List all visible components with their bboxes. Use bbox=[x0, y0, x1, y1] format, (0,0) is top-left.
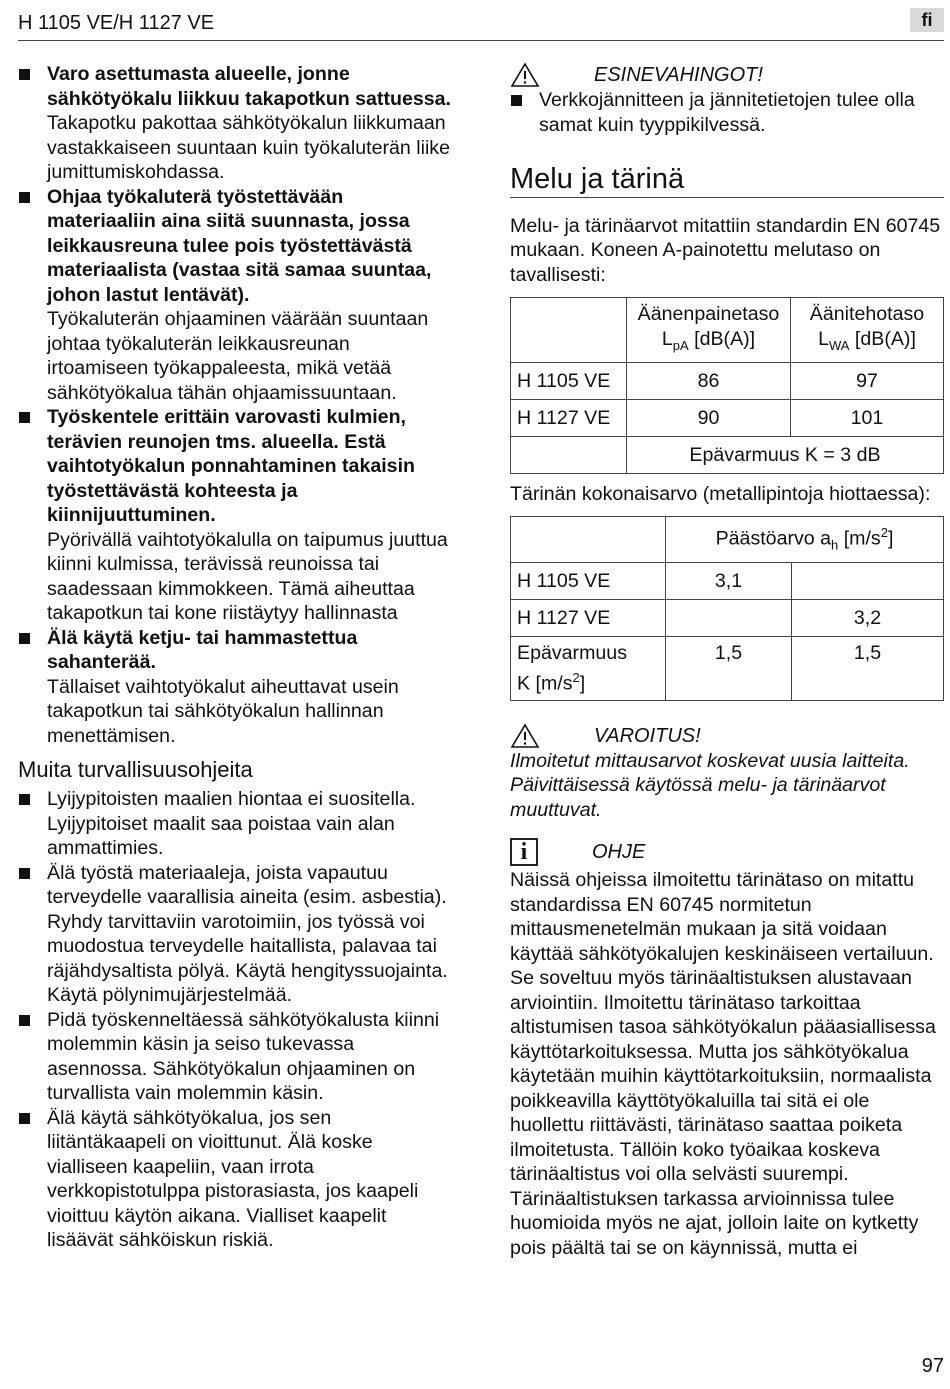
page-number: 97 bbox=[921, 1355, 944, 1377]
info-icon: i bbox=[510, 838, 538, 866]
table-row bbox=[511, 436, 944, 473]
damage-notice-header bbox=[510, 62, 944, 88]
label-text: Epävarmuus bbox=[517, 642, 627, 665]
note-paragraph: Tärinäaltistuksen tarkassa arvioinnissa tulee huomioida myös ne ajat, jolloin laite on kytketty pois päältä tai se on käynnissä, mutta ei bbox=[510, 1187, 919, 1259]
header-unit: [dB(A)] bbox=[849, 327, 916, 350]
other-safety-item bbox=[18, 861, 454, 1008]
bullet-square-icon bbox=[19, 192, 30, 203]
bullet-square-icon bbox=[19, 868, 30, 879]
uncertainty-label-cell bbox=[511, 637, 666, 701]
model-cell: H 1127 VE bbox=[511, 600, 666, 637]
safety-item-kickback-zone bbox=[18, 62, 454, 185]
value-cell: 1,5 bbox=[666, 637, 792, 701]
bullet-square-icon bbox=[19, 633, 30, 644]
value-cell: 90 bbox=[627, 399, 791, 436]
model-cell: H 1105 VE bbox=[511, 563, 666, 600]
empty-cell bbox=[511, 436, 627, 473]
item-text: Takapotku pakottaa sähkötyökalun liikkumaan vastakkaiseen suuntaan kuin työkaluterän liike jumittumiskohdassa. bbox=[47, 112, 451, 183]
table-row bbox=[511, 637, 944, 701]
table-row bbox=[511, 600, 944, 637]
label-unit: K [m/s bbox=[517, 672, 573, 695]
header-symbol: L bbox=[661, 327, 673, 350]
warning-triangle-icon bbox=[510, 723, 540, 749]
model-cell: H 1105 VE bbox=[511, 362, 627, 399]
value-cell: 101 bbox=[791, 399, 944, 436]
item-text: Älä työstä materiaaleja, joista vapautuu terveydelle vaarallisia aineita (esim. asbestia). Ryhdy tarvittaviin varotoimiin, jos työssä voi muodostua terveydelle haitallista, palavaa tai räjähdysaltista pölyä. Käytä hengityssuojainta. Käytä pölynimujärjestelmää. bbox=[47, 861, 448, 1006]
bullet-square-icon bbox=[19, 1113, 30, 1124]
other-safety-item bbox=[18, 1008, 454, 1106]
label-bracket: ] bbox=[579, 672, 586, 695]
item-bold-text: Ohjaa työkaluterä työstettävään materiaaliin aina siitä suunnasta, jossa leikkausreuna tulee pois työstettävästä materiaalista (vastaa sitä samaa suuntaa, johon lastut lentävät). bbox=[47, 185, 432, 306]
section-title: Muita turvallisuusohjeita bbox=[18, 757, 253, 782]
bullet-square-icon bbox=[19, 1015, 30, 1026]
bullet-square-icon bbox=[19, 412, 30, 423]
header-unit: [dB(A)] bbox=[688, 327, 756, 350]
item-bold-text: Varo asettumasta alueelle, jonne sähkötyökalu liikkuu takapotkun sattuessa. bbox=[47, 63, 451, 110]
value-cell: 3,2 bbox=[792, 600, 944, 637]
left-column bbox=[18, 62, 454, 1253]
section-heading: Melu ja tärinä bbox=[510, 167, 944, 198]
item-bold-text: Älä käytä ketju- tai hammastettua sahanterää. bbox=[47, 626, 358, 673]
value-cell: 86 bbox=[627, 362, 791, 399]
noise-intro: Melu- ja tärinäarvot mitattiin standardin EN 60745 mukaan. Koneen A-painotettu melutaso on tavallisesti: bbox=[510, 214, 941, 286]
header-text: Päästöarvo a bbox=[715, 527, 832, 550]
warning-header bbox=[510, 723, 944, 749]
table-corner-cell bbox=[511, 517, 666, 563]
bullet-square-icon bbox=[19, 794, 30, 805]
bullet-square-icon bbox=[511, 95, 522, 106]
document-title: H 1105 VE/H 1127 VE bbox=[18, 12, 215, 34]
note-header bbox=[510, 836, 944, 868]
uncertainty-cell: Epävarmuus K = 3 dB bbox=[627, 436, 944, 473]
table-row bbox=[511, 563, 944, 600]
value-cell bbox=[792, 563, 944, 600]
other-safety-item bbox=[18, 787, 454, 861]
safety-item-saw-blade bbox=[18, 626, 454, 749]
label-superscript: 2 bbox=[572, 669, 580, 685]
table-row bbox=[511, 362, 944, 399]
item-text: Lyijypitoisten maalien hiontaa ei suositella. Lyijypitoiset maalit saa poistaa vain alan ammattimies. bbox=[47, 788, 416, 859]
header-subscript: WA bbox=[829, 337, 850, 353]
model-cell: H 1127 VE bbox=[511, 399, 627, 436]
header-symbol: L bbox=[818, 327, 829, 350]
header-text: Äänenpainetaso bbox=[637, 303, 780, 325]
page-header bbox=[18, 8, 944, 41]
vibration-intro: Tärinän kokonaisarvo (metallipintoja hiottaessa): bbox=[510, 482, 931, 505]
header-superscript: 2 bbox=[880, 525, 888, 541]
safety-item-cutting-direction bbox=[18, 185, 454, 406]
table-header-cell bbox=[627, 298, 791, 363]
header-subscript: h bbox=[831, 537, 839, 553]
item-text: Työkaluterän ohjaaminen väärään suuntaan johtaa työkaluterän leikkausreunan irtoamiseen työkappaleesta, mikä vetää sähkötyökalua tähän ohjaamissuuntaan. bbox=[47, 308, 429, 404]
right-column bbox=[510, 62, 944, 1260]
header-unit: [m/s bbox=[838, 527, 881, 550]
language-badge: fi bbox=[910, 8, 944, 32]
item-text: Pyörivällä vaihtotyökalulla on taipumus juuttua kiinni kulmissa, terävissä reunoissa tai saadessaan kimmokkeen. Tämä aiheuttaa takapotkun tai kone riistäytyy hallinnasta bbox=[47, 528, 448, 624]
vibration-table bbox=[510, 516, 944, 700]
table-header-cell bbox=[666, 517, 944, 563]
warning-triangle-icon bbox=[510, 62, 540, 88]
item-text: Pidä työskenneltäessä sähkötyökalusta kiinni molemmin käsin ja seiso tukevassa asennossa. Sähkötyökalun ohjaaminen on turvallista vain molemmin käsin. bbox=[47, 1008, 440, 1104]
bullet-square-icon bbox=[19, 69, 30, 80]
item-bold-text: Työskentele erittäin varovasti kulmien, terävien reunojen tms. alueella. Estä vaihtotyökalun ponnahtaminen takaisin työstettävästä kohteesta ja kiinnijuuttuminen. bbox=[47, 406, 415, 526]
value-cell bbox=[666, 600, 792, 637]
damage-label: ESINEVAHINGOT! bbox=[594, 63, 763, 86]
header-text: Äänitehotaso bbox=[809, 303, 925, 325]
warning-text: Ilmoitetut mittausarvot koskevat uusia laitteita. Päivittäisessä käytössä melu- ja tärinäarvot muuttuvat. bbox=[510, 749, 910, 821]
noise-table bbox=[510, 297, 944, 474]
note-label: OHJE bbox=[592, 841, 646, 864]
item-text: Älä käytä sähkötyökalua, jos sen liitäntäkaapeli on vioittunut. Älä koske vialliseen kaapeliin, vaan irrota verkkopistotulppa pistorasiasta, jos kaapeli vioittuu käytön aikana. Vialliset kaapelit lisäävät sähköiskun riskiä. bbox=[47, 1106, 419, 1251]
value-cell: 3,1 bbox=[666, 563, 792, 600]
item-text: Verkkojännitteen ja jännitetietojen tulee olla samat kuin tyyppikilvessä. bbox=[539, 89, 915, 136]
note-paragraph: Näissä ohjeissa ilmoitettu tärinätaso on mitattu standardissa EN 60745 normitetun mittausmenetelmän mukaan ja sitä voidaan käyttää sähkötyökalujen keskinäiseen vertailuun. Se soveltuu myös tärinäaltistuksen alustavaan arviointiin. Ilmoitettu tärinätaso tarkoittaa altistumisen tasoa sähkötyökalun pääasiallisessa käyttötarkoituksessa. Mutta jos sähkötyökalua käytetään muihin käyttötarkoituksiin, normaalista poikkeavilla käyttötyökaluilla tai sitä ei ole huollettu riittävästi, tärinätaso saattaa poiketa ilmoitetusta. Tällöin koko työaikaa koskeva tärinäaltistus voi olla selvästi suurempi. bbox=[510, 869, 936, 1186]
table-row bbox=[511, 399, 944, 436]
header-bracket: ] bbox=[887, 527, 894, 550]
warning-label: VAROITUS! bbox=[594, 724, 701, 747]
value-cell: 1,5 bbox=[792, 637, 944, 701]
header-subscript: pA bbox=[672, 337, 689, 353]
safety-item-corners bbox=[18, 405, 454, 626]
value-cell: 97 bbox=[791, 362, 944, 399]
table-header-cell bbox=[791, 298, 944, 363]
other-safety-item bbox=[18, 1106, 454, 1253]
table-corner-cell bbox=[511, 298, 627, 363]
item-text: Tällaiset vaihtotyökalut aiheuttavat usein takapotkun tai sähkötyökalun hallinnan menettämisen. bbox=[47, 675, 399, 747]
damage-item bbox=[510, 88, 944, 137]
